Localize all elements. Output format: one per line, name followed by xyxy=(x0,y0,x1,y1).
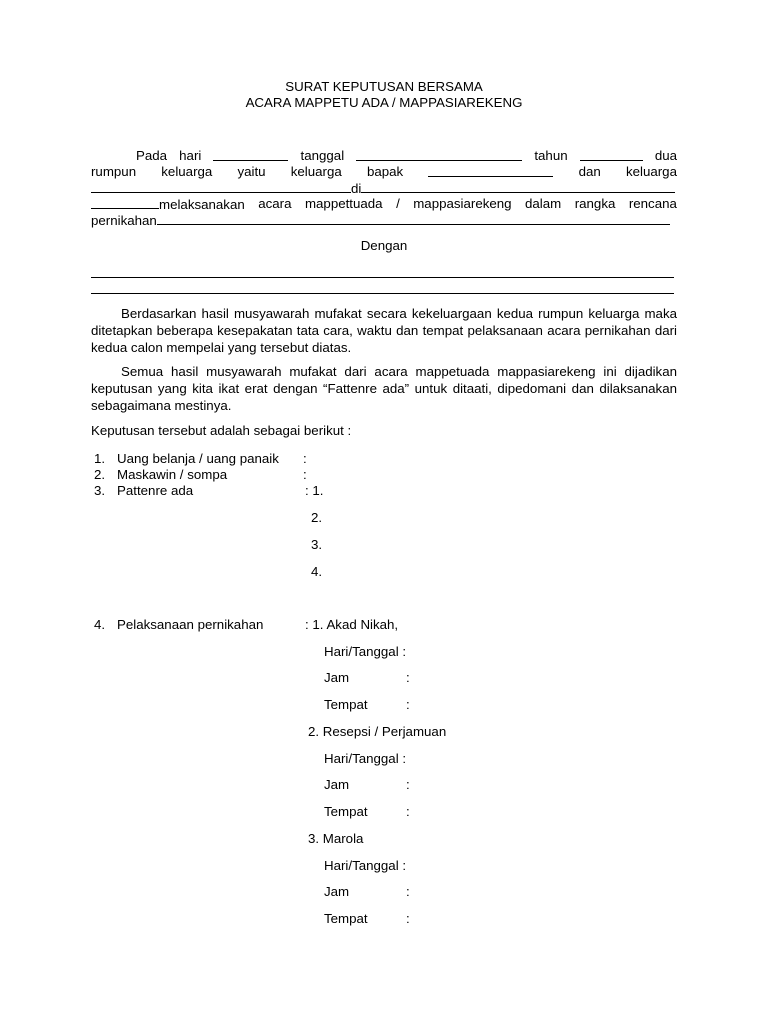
word-keluarga-2: keluarga xyxy=(290,164,342,179)
event-3-jam: Jam xyxy=(324,884,350,899)
item-3-colon: : 1. xyxy=(305,483,324,498)
blank-di xyxy=(361,180,675,193)
event-3-hari-tanggal: Hari/Tanggal : xyxy=(324,858,407,873)
word-tahun: tahun xyxy=(534,148,568,163)
pattenre-sub-3: 3. xyxy=(311,537,323,552)
word-slash: / xyxy=(396,196,400,211)
blank-line-1 xyxy=(91,277,674,278)
blank-bapak xyxy=(428,164,553,177)
word-pada: Pada xyxy=(136,148,168,163)
opening-line-5 xyxy=(91,212,677,229)
event-2-hari-tanggal: Hari/Tanggal : xyxy=(324,751,407,766)
item-2-number: 2. xyxy=(94,467,106,482)
word-pernikahan: pernikahan xyxy=(91,213,157,228)
event-3-title: 3. Marola xyxy=(308,831,364,846)
opening-line-2 xyxy=(91,164,677,180)
event-3-jam-colon: : xyxy=(406,884,410,899)
paragraph-1 xyxy=(91,305,677,356)
blank-hari xyxy=(213,148,288,161)
event-2-tempat-colon: : xyxy=(406,804,410,819)
dengan-label: Dengan xyxy=(360,238,408,253)
event-2-jam: Jam xyxy=(324,777,350,792)
decision-intro: Keputusan tersebut adalah sebagai berikut : xyxy=(91,423,352,438)
word-mappettuada: mappettuada xyxy=(304,196,383,211)
item-1-label: Uang belanja / uang panaik xyxy=(117,451,279,466)
word-hari: hari xyxy=(179,148,202,163)
event-1-tempat-colon: : xyxy=(406,697,410,712)
blank-line-2 xyxy=(91,293,674,294)
paragraph-2-text: Semua hasil musyawarah mufakat dari acara mappetuada mappasiarekeng ini dijadikan keputusan yang kita ikat erat dengan “Fattenre ada” untuk ditaati, dipedomani dan dilaksanakan sebagaimana mestinya. xyxy=(91,364,677,413)
blank-tanggal xyxy=(356,148,522,161)
word-di: di xyxy=(351,181,362,196)
word-keluarga-3: keluarga xyxy=(625,164,677,179)
word-dua: dua xyxy=(654,148,677,163)
word-dalam: dalam xyxy=(525,196,562,211)
pattenre-sub-2: 2. xyxy=(311,510,323,525)
pattenre-sub-4: 4. xyxy=(311,564,323,579)
blank-keluarga xyxy=(91,180,351,193)
event-1-hari-tanggal: Hari/Tanggal : xyxy=(324,644,407,659)
blank-tahun xyxy=(580,148,643,161)
paragraph-2 xyxy=(91,363,677,414)
word-yaitu: yaitu xyxy=(237,164,266,179)
item-3-number: 3. xyxy=(94,483,106,498)
event-2-jam-colon: : xyxy=(406,777,410,792)
blank-pernikahan xyxy=(157,212,670,225)
blank-prefix xyxy=(91,196,159,209)
event-3-tempat-colon: : xyxy=(406,911,410,926)
document-title-line-2: ACARA MAPPETU ADA / MAPPASIAREKENG xyxy=(245,95,523,110)
item-3-label: Pattenre ada xyxy=(117,483,194,498)
item-2-label: Maskawin / sompa xyxy=(117,467,228,482)
item-2-colon: : xyxy=(303,467,307,482)
opening-line-1 xyxy=(91,148,677,164)
word-keluarga-1: keluarga xyxy=(161,164,213,179)
word-rencana: rencana xyxy=(628,196,677,211)
event-2-title: 2. Resepsi / Perjamuan xyxy=(308,724,447,739)
opening-line-4 xyxy=(91,196,677,213)
event-2-tempat: Tempat xyxy=(324,804,368,819)
item-4-label: Pelaksanaan pernikahan xyxy=(117,617,264,632)
event-1-tempat: Tempat xyxy=(324,697,368,712)
event-3-tempat: Tempat xyxy=(324,911,368,926)
item-4-number: 4. xyxy=(94,617,106,632)
word-rangka: rangka xyxy=(574,196,616,211)
word-tanggal: tanggal xyxy=(300,148,345,163)
item-4-akad-nikah: : 1. Akad Nikah, xyxy=(305,617,399,632)
word-mappasiarekeng: mappasiarekeng xyxy=(413,196,512,211)
word-dan: dan xyxy=(578,164,601,179)
item-1-number: 1. xyxy=(94,451,106,466)
item-1-colon: : xyxy=(303,451,307,466)
word-rumpun: rumpun xyxy=(91,164,137,179)
event-1-jam: Jam xyxy=(324,670,350,685)
word-bapak: bapak xyxy=(366,164,404,179)
paragraph-1-text: Berdasarkan hasil musyawarah mufakat secara kekeluargaan kedua rumpun keluarga maka ditetapkan beberapa kesepakatan tata cara, waktu dan tempat pelaksanaan acara pernikahan dari kedua calon mempelai yang tersebut diatas. xyxy=(91,306,677,355)
word-melaksanakan: melaksanakan xyxy=(159,197,245,212)
opening-line-3 xyxy=(91,180,677,197)
word-acara: acara xyxy=(258,196,292,211)
event-1-jam-colon: : xyxy=(406,670,410,685)
document-title-line-1: SURAT KEPUTUSAN BERSAMA xyxy=(285,79,483,94)
